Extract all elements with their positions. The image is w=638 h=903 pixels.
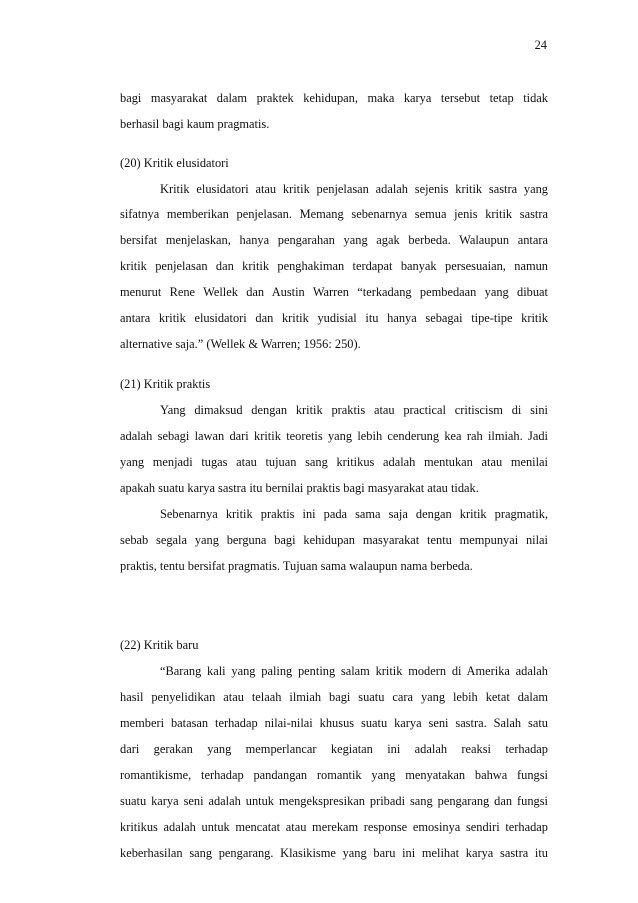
body-line: kritik penjelasan dan kritik penghakiman terdapat banyak persesuaian, namun <box>120 259 548 273</box>
body-line: adalah sebagi lawan dari kritik teoretis yang lebih cenderung kea rah ilmiah. Jadi <box>120 429 548 443</box>
body-line: alternative saja.” (Wellek & Warren; 1956: 250). <box>120 337 361 351</box>
body-line: yang menjadi tugas atau tujuan sang kritikus adalah mentukan atau menilai <box>120 455 548 469</box>
body-line: keberhasilan sang pengarang. Klasikisme yang baru ini melihat karya sastra itu <box>120 846 548 860</box>
body-line: “Barang kali yang paling penting salam kritik modern di Amerika adalah <box>160 664 548 678</box>
body-line: sebab segala yang berguna bagi kehidupan masyarakat tentu mempunyai nilai <box>120 533 548 547</box>
section-heading-20: (20) Kritik elusidatori <box>120 156 229 170</box>
body-line: praktis, tentu bersifat pragmatis. Tujuan sama walaupun nama berbeda. <box>120 559 473 573</box>
page-number: 24 <box>534 38 547 52</box>
body-line: romantikisme, terhadap pandangan romantik yang menyatakan bahwa fungsi <box>120 768 548 782</box>
body-line: dari gerakan yang memperlancar kegiatan ini adalah reaksi terhadap <box>120 742 548 756</box>
body-line: hasil penyelidikan atau telaah ilmiah bagi suatu cara yang lebih ketat dalam <box>120 690 548 704</box>
body-line: bersifat menjelaskan, hanya pengarahan yang agak berbeda. Walaupun antara <box>120 233 548 247</box>
section-heading-22: (22) Kritik baru <box>120 638 199 652</box>
body-line: memberi batasan terhadap nilai-nilai khusus suatu karya seni sastra. Salah satu <box>120 716 548 730</box>
body-line: sifatnya memberikan penjelasan. Memang sebenarnya semua jenis kritik sastra <box>120 207 548 221</box>
body-line: berhasil bagi kaum pragmatis. <box>120 117 270 131</box>
body-line: Kritik elusidatori atau kritik penjelasan adalah sejenis kritik sastra yang <box>160 182 548 196</box>
body-line: menurut Rene Wellek dan Austin Warren “terkadang pembedaan yang dibuat <box>120 285 548 299</box>
body-line: suatu karya seni adalah untuk mengekspresikan pribadi sang pengarang dan fungsi <box>120 794 548 808</box>
body-line: Sebenarnya kritik praktis ini pada sama saja dengan kritik pragmatik, <box>160 507 548 521</box>
body-line: apakah suatu karya sastra itu bernilai praktis bagi masyarakat atau tidak. <box>120 481 479 495</box>
body-line: antara kritik elusidatori dan kritik yudisial itu hanya sebagai tipe-tipe kritik <box>120 311 548 325</box>
section-heading-21: (21) Kritik praktis <box>120 377 211 391</box>
body-line: kritikus adalah untuk mencatat atau merekam response emosinya sendiri terhadap <box>120 820 548 834</box>
body-line: Yang dimaksud dengan kritik praktis atau practical critiscism di sini <box>160 403 548 417</box>
body-line: bagi masyarakat dalam praktek kehidupan, maka karya tersebut tetap tidak <box>120 91 548 105</box>
